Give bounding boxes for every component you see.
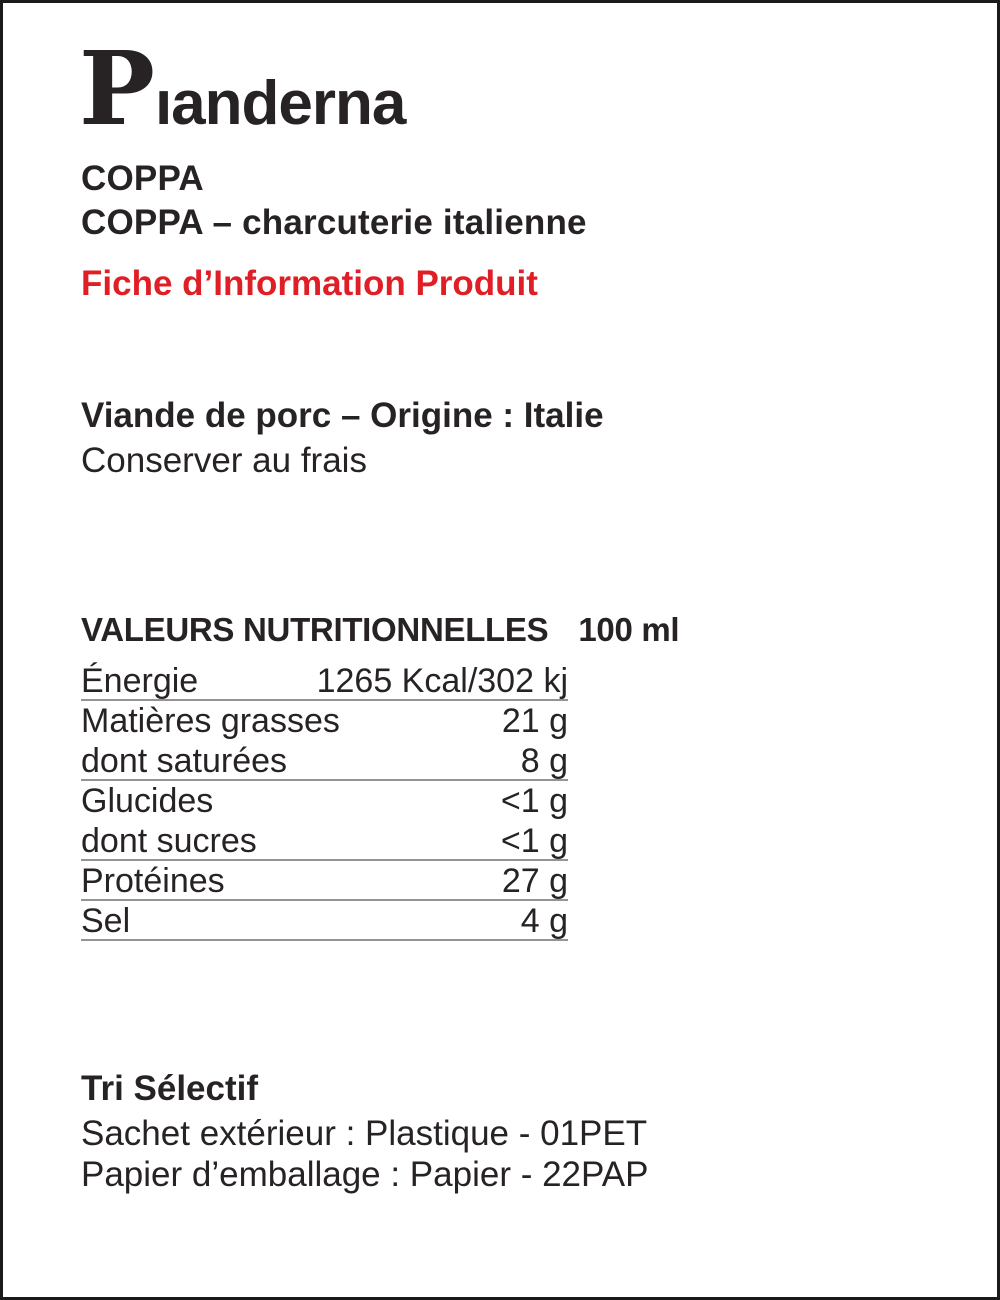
nutrition-row-salt bbox=[81, 901, 568, 941]
origin-line: Viande de porc – Origine : Italie bbox=[81, 396, 604, 435]
brand-logo-text: ıanderna bbox=[154, 69, 406, 138]
nutrition-row-protein bbox=[81, 861, 568, 901]
nutrition-row-energy bbox=[81, 661, 568, 701]
nutrition-value: 21 g bbox=[501, 702, 568, 740]
nutrition-row-fat bbox=[81, 701, 568, 741]
origin-storage-block bbox=[81, 393, 604, 483]
nutrition-label: Protéines bbox=[81, 862, 225, 900]
nutrition-label: Matières grasses bbox=[81, 702, 340, 740]
sheet-title: Fiche d’Information Produit bbox=[81, 264, 538, 303]
recycling-line-outer-bag: Sachet extérieur : Plastique - 01PET bbox=[81, 1114, 648, 1153]
nutrition-row-sugars bbox=[81, 821, 568, 861]
nutrition-section bbox=[81, 611, 680, 941]
recycling-title: Tri Sélectif bbox=[81, 1069, 259, 1108]
nutrition-value: 27 g bbox=[501, 862, 568, 900]
nutrition-value: 4 g bbox=[520, 902, 568, 940]
nutrition-value: <1 g bbox=[500, 782, 568, 820]
nutrition-label: Glucides bbox=[81, 782, 214, 820]
nutrition-serving-size: 100 ml bbox=[578, 611, 680, 648]
nutrition-header bbox=[81, 611, 680, 649]
nutrition-row-carbs bbox=[81, 781, 568, 821]
storage-line: Conserver au frais bbox=[81, 441, 367, 480]
nutrition-value: <1 g bbox=[500, 822, 568, 860]
nutrition-label: dont sucres bbox=[81, 822, 257, 860]
nutrition-label: Énergie bbox=[81, 662, 199, 700]
nutrition-row-saturates bbox=[81, 741, 568, 781]
nutrition-label: Sel bbox=[81, 902, 131, 940]
nutrition-table bbox=[81, 661, 568, 941]
recycling-section bbox=[81, 1065, 648, 1195]
brand-logo bbox=[79, 29, 406, 148]
product-name: COPPA bbox=[81, 159, 204, 198]
nutrition-value: 8 g bbox=[520, 742, 568, 780]
product-titles bbox=[81, 157, 587, 245]
nutrition-title: VALEURS NUTRITIONNELLES bbox=[81, 611, 549, 648]
brand-logo-initial: P bbox=[79, 29, 153, 148]
nutrition-label: dont saturées bbox=[81, 742, 288, 780]
recycling-line-wrapping-paper: Papier d’emballage : Papier - 22PAP bbox=[81, 1155, 649, 1194]
nutrition-value: 1265 Kcal/302 kj bbox=[316, 662, 568, 700]
product-subtitle: COPPA – charcuterie italienne bbox=[81, 203, 587, 242]
